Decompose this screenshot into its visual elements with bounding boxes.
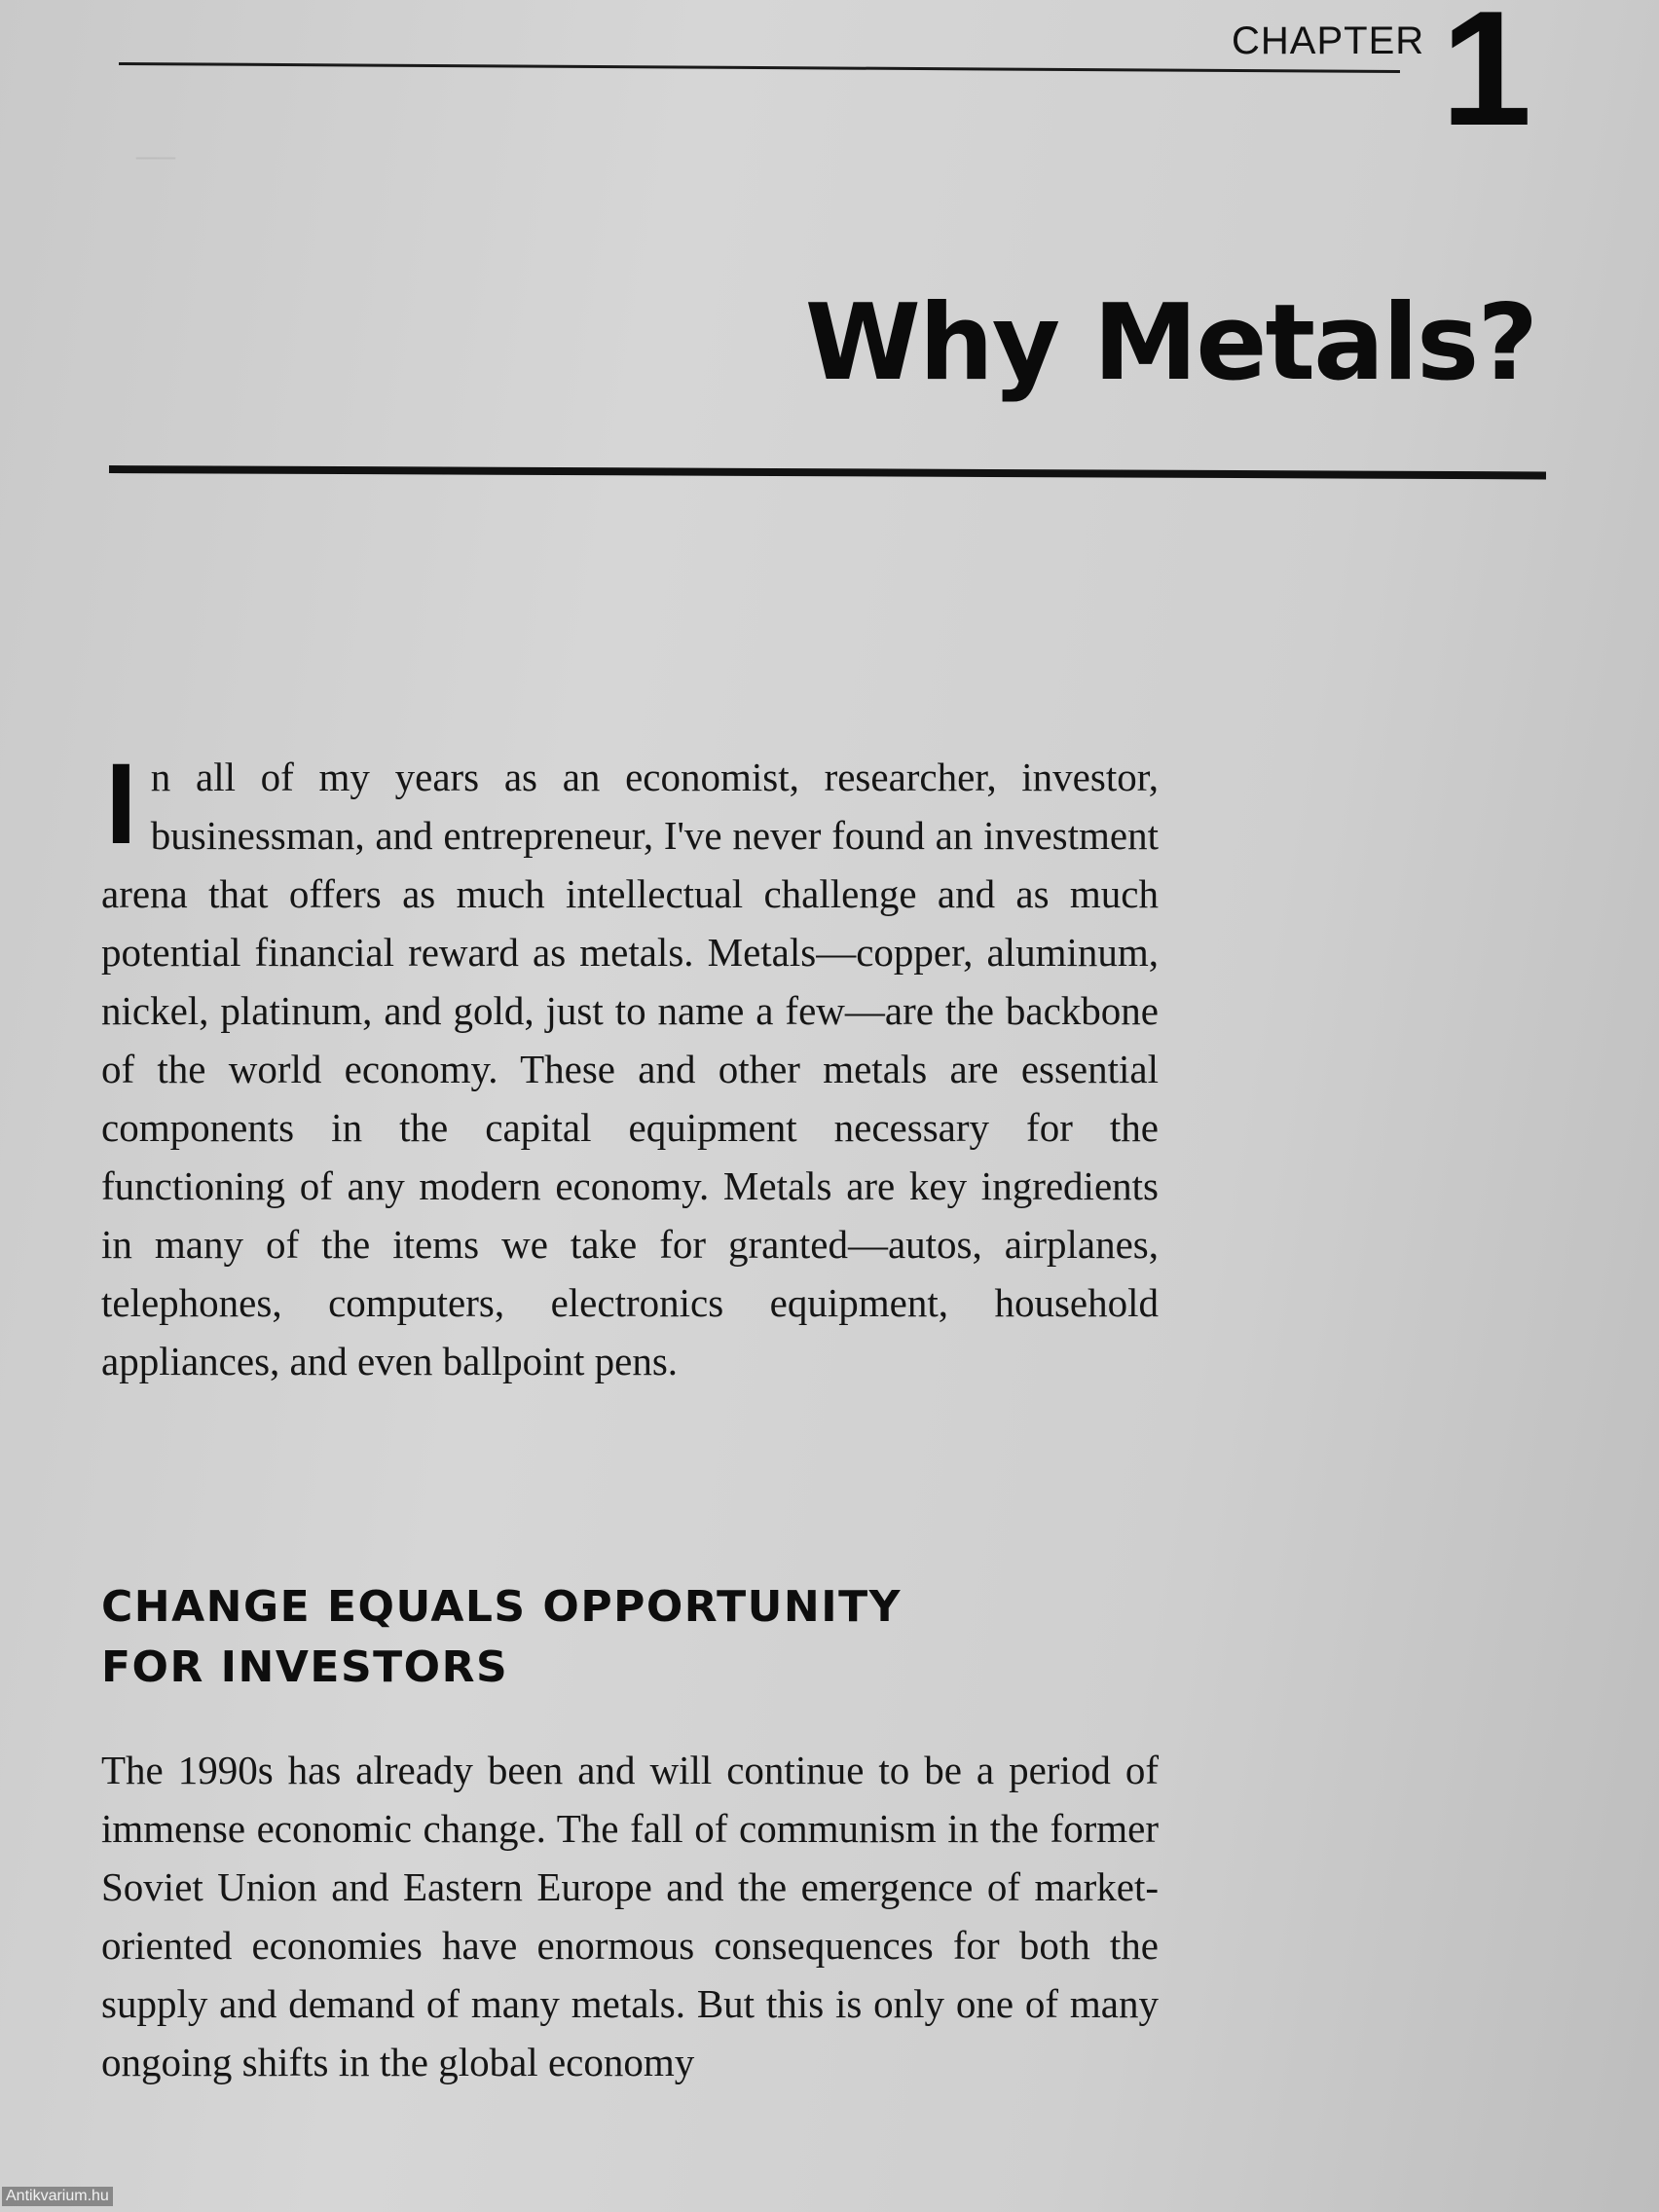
chapter-label: CHAPTER [1232, 19, 1425, 62]
intro-paragraph-text: n all of my years as an economist, researcher, investor, businessman, and entrepreneur, I've never found an investment arena that offers as much intellectual challenge and as much potential financial reward as metals. Metals—copper, aluminum, nickel, platinum, and gold, just to name a few—are the backbone of the world economy. These and other metals are essential components in the capital equipment necessary for the functioning of any modern economy. Metals are key ingredients in many of the items we take for granted—autos, airplanes, telephones, computers, electronics equipment, household appliances, and even ballpoint pens. [101, 755, 1159, 1383]
site-watermark: Antikvarium.hu [2, 2187, 113, 2206]
title-underline-rule [109, 465, 1546, 479]
section-heading-line-2: FOR INVESTORS [101, 1642, 509, 1692]
intro-paragraph [101, 740, 1159, 1390]
chapter-number: 1 [1441, 0, 1532, 160]
section-heading [101, 1577, 1075, 1698]
section-paragraph: The 1990s has already been and will continue to be a period of immense economic change. The fall of communism in the former Soviet Union and Eastern Europe and the emergence of market-oriented economies have enormous consequences for both the supply and demand of many metals. But this is only one of many ongoing shifts in the global economy [101, 1748, 1159, 2084]
drop-cap: I [105, 740, 137, 868]
bleed-through-text: — [136, 132, 175, 176]
section-heading-line-1: CHANGE EQUALS OPPORTUNITY [101, 1582, 902, 1632]
chapter-title: Why Metals? [804, 282, 1536, 404]
chapter-header-rule [119, 62, 1400, 73]
